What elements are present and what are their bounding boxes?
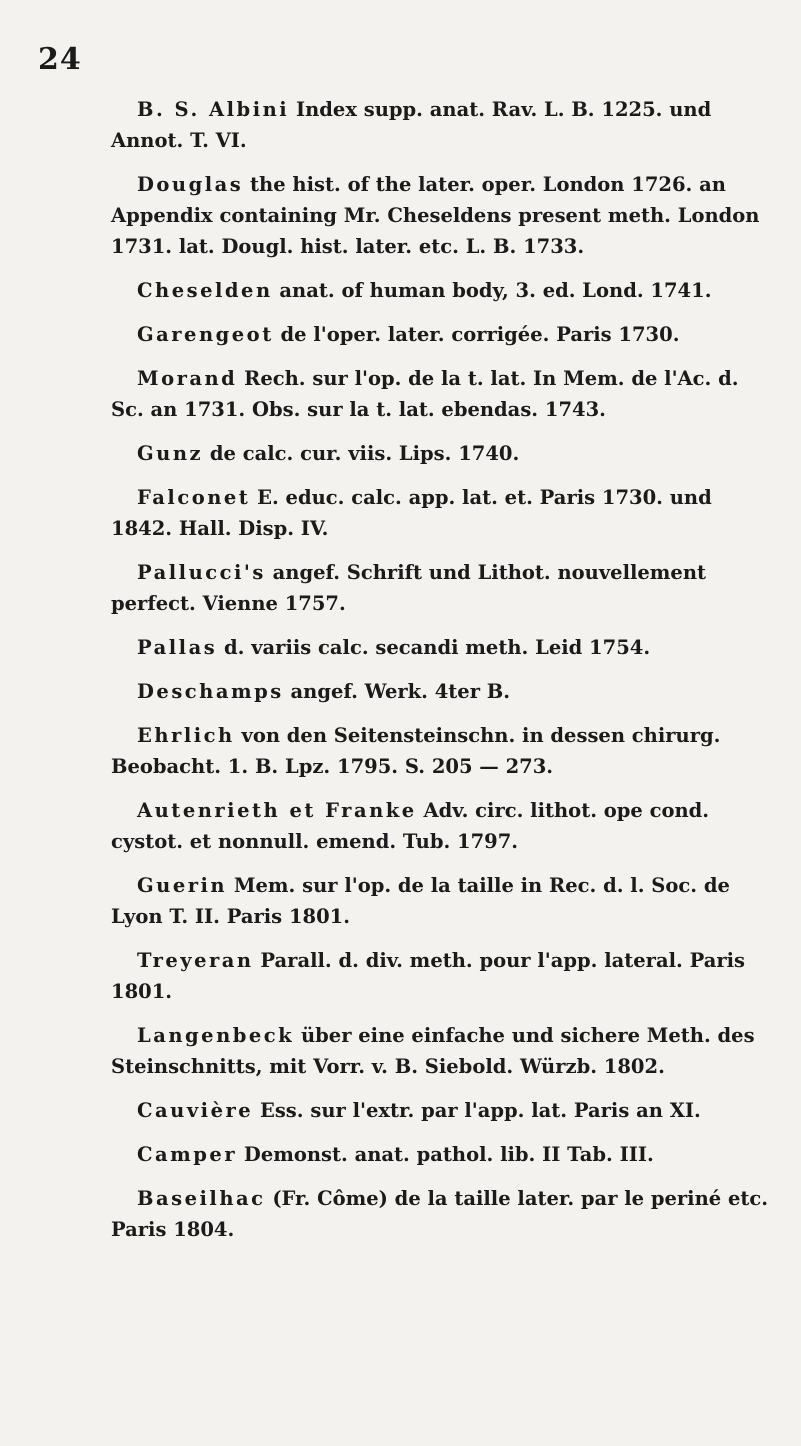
entry-text: angef. Werk. 4ter B. [290, 680, 511, 703]
bibliography-entry [111, 169, 771, 262]
entry-author: B. S. Albini [137, 98, 290, 121]
bibliography-entry [111, 1095, 771, 1126]
entry-text: Demonst. anat. pathol. lib. II Tab. III. [243, 1143, 654, 1166]
page-number: 24 [38, 42, 82, 77]
entry-author: Cheselden [137, 279, 273, 302]
entry-author: Guerin [137, 874, 228, 897]
entry-author: Falconet [137, 486, 251, 509]
entry-text: Index supp. anat. Rav. L. B. 1225. und Annot. T. VI. [111, 98, 712, 152]
bibliography-entry [111, 720, 771, 782]
bibliography-entry [111, 438, 771, 469]
entry-author: Garengeot [137, 323, 274, 346]
entry-text: E. educ. calc. app. lat. et. Paris 1730. und 1842. Hall. Disp. IV. [111, 486, 712, 540]
entry-author: Ehrlich [137, 724, 235, 747]
entry-author: Gunz [137, 442, 204, 465]
entry-author: Pallas [137, 636, 218, 659]
bibliography-entry [111, 1020, 771, 1082]
bibliography-entry [111, 557, 771, 619]
entry-text: Mem. sur l'op. de la taille in Rec. d. l. Soc. de Lyon T. II. Paris 1801. [111, 874, 730, 928]
entry-author: Pallucci's [137, 561, 266, 584]
bibliography-list [111, 94, 771, 1258]
entry-text: de calc. cur. viis. Lips. 1740. [209, 442, 520, 465]
entry-text: the hist. of the later. oper. London 1726. an Appendix containing Mr. Cheseldens present meth. London 1731. lat. Dougl. hist. later. etc. L. B. 1733. [111, 173, 760, 258]
entry-author: Baseilhac [137, 1187, 266, 1210]
entry-author: Morand [137, 367, 238, 390]
entry-text: Ess. sur l'extr. par l'app. lat. Paris an XI. [259, 1099, 701, 1122]
entry-author: Autenrieth et Franke [137, 799, 417, 822]
entry-author: Camper [137, 1143, 238, 1166]
bibliography-entry [111, 94, 771, 156]
bibliography-entry [111, 632, 771, 663]
entry-text: d. variis calc. secandi meth. Leid 1754. [224, 636, 651, 659]
bibliography-entry [111, 1183, 771, 1245]
entry-author: Langenbeck [137, 1024, 295, 1047]
bibliography-entry [111, 1139, 771, 1170]
entry-text: von den Seitensteinschn. in dessen chirurg. Beobacht. 1. B. Lpz. 1795. S. 205 — 273. [111, 724, 721, 778]
entry-text: anat. of human body, 3. ed. Lond. 1741. [279, 279, 712, 302]
entry-text: Rech. sur l'op. de la t. lat. In Mem. de l'Ac. d. Sc. an 1731. Obs. sur la t. lat. ebendas. 1743. [111, 367, 739, 421]
bibliography-entry [111, 319, 771, 350]
entry-author: Deschamps [137, 680, 284, 703]
entry-author: Douglas [137, 173, 244, 196]
entry-text: (Fr. Côme) de la taille later. par le periné etc. Paris 1804. [111, 1187, 769, 1241]
bibliography-entry [111, 275, 771, 306]
bibliography-entry [111, 363, 771, 425]
entry-text: Parall. d. div. meth. pour l'app. lateral. Paris 1801. [111, 949, 746, 1003]
bibliography-entry [111, 870, 771, 932]
entry-text: über eine einfache und sichere Meth. des Steinschnitts, mit Vorr. v. B. Siebold. Würzb. 1802. [111, 1024, 755, 1078]
entry-text: de l'oper. later. corrigée. Paris 1730. [280, 323, 680, 346]
entry-author: Cauvière [137, 1099, 254, 1122]
bibliography-entry [111, 482, 771, 544]
entry-text: Adv. circ. lithot. ope cond. cystot. et nonnull. emend. Tub. 1797. [111, 799, 710, 853]
bibliography-entry [111, 795, 771, 857]
bibliography-entry [111, 945, 771, 1007]
bibliography-entry [111, 676, 771, 707]
entry-text: angef. Schrift und Lithot. nouvellement perfect. Vienne 1757. [111, 561, 707, 615]
entry-author: Treyeran [137, 949, 254, 972]
